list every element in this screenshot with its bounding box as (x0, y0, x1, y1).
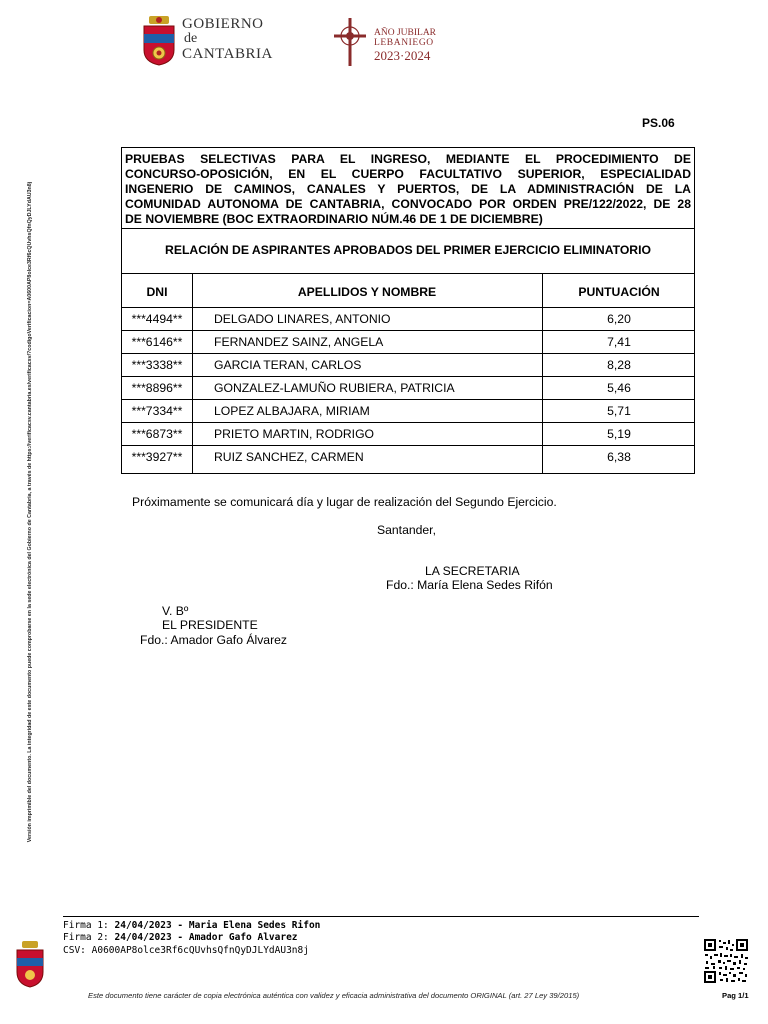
title-line: CONCURSO-OPOSICIÓN, EN EL CUERPO FACULTATIVO SUPERIOR, ESPECIALIDAD (125, 167, 691, 181)
cell-score: 5,19 (607, 427, 631, 441)
table-row (122, 330, 694, 353)
table-row (122, 376, 694, 399)
title-line: DE NOVIEMBRE (BOC EXTRAORDINARIO NÚM.46 DE 1 DE DICIEMBRE) (125, 212, 543, 226)
notice-text: Próximamente se comunicará día y lugar de realización del Segundo Ejercicio. (132, 495, 557, 509)
de-text: de (184, 31, 198, 46)
jubilar-text-1: AÑO JUBILAR (374, 28, 437, 38)
secretary-title: LA SECRETARIA (425, 564, 520, 578)
footer-divider (63, 916, 699, 917)
cell-dni: ***8896** (131, 381, 183, 395)
table-row (122, 353, 694, 376)
table-subtitle: RELACIÓN DE ASPIRANTES APROBADOS DEL PRIMER EJERCICIO ELIMINATORIO (165, 243, 651, 257)
gobierno-cantabria-logo (140, 14, 280, 66)
header-dni: DNI (146, 285, 168, 299)
header-name: APELLIDOS Y NOMBRE (297, 285, 437, 299)
header-score: PUNTUACIÓN (578, 285, 660, 299)
csv-label: CSV: (63, 945, 86, 956)
secretary-signature: Fdo.: María Elena Sedes Rifón (386, 578, 553, 592)
jubilar-cross-icon (330, 16, 370, 68)
cell-dni: ***3927** (131, 450, 183, 464)
cell-dni: ***6146** (131, 335, 183, 349)
table-row (122, 307, 694, 330)
document-title (125, 152, 691, 227)
president-title: EL PRESIDENTE (162, 618, 258, 632)
csv-code (63, 945, 309, 956)
qr-code-icon (703, 938, 749, 984)
cell-name: FERNANDEZ SAINZ, ANGELA (214, 335, 384, 349)
cantabria-shield-icon (140, 14, 180, 66)
gobierno-text: GOBIERNO (182, 16, 264, 32)
cell-name: LOPEZ ALBAJARA, MIRIAM (214, 404, 370, 418)
ano-jubilar-logo (330, 16, 480, 68)
title-line: PRUEBAS SELECTIVAS PARA EL INGRESO, MEDIANTE EL PROCEDIMIENTO DE (125, 152, 691, 166)
cell-score: 6,20 (607, 312, 631, 326)
cantabria-text: CANTABRIA (182, 46, 273, 62)
cell-score: 8,28 (607, 358, 631, 372)
firma-2 (63, 932, 298, 943)
president-signature: Fdo.: Amador Gafo Álvarez (140, 633, 287, 647)
table-row (122, 399, 694, 422)
title-line: COMUNIDAD AUTONOMA DE CANTABRIA, CONVOCADO POR ORDEN PRE/122/2022, DE 28 (125, 197, 691, 211)
cell-score: 5,46 (607, 381, 631, 395)
cell-dni: ***3338** (131, 358, 183, 372)
cell-dni: ***4494** (131, 312, 183, 326)
divider (122, 228, 694, 229)
jubilar-text-2: LEBANIEGO (374, 38, 434, 48)
visto-bueno: V. Bº (162, 604, 189, 618)
cell-dni: ***6873** (131, 427, 183, 441)
verification-side-text: Versión imprimible del documento. La integridad de este documento puede comprobarse en la sede electrónica del Gobierno de Cantabria, a través de https://verificacsv.cantabria.es/verificacsv/?codigoVerificacion=A0600AP8olce3Rf6cQUvhsQfnQyDJLYdAU3n8j (27, 181, 33, 843)
csv-value: A0600AP8olce3Rf6cQUvhsQfnQyDJLYdAU3n8j (91, 945, 309, 956)
cell-name: RUIZ SANCHEZ, CARMEN (214, 450, 364, 464)
firma-1 (63, 920, 320, 931)
cell-score: 6,38 (607, 450, 631, 464)
table-row (122, 445, 694, 468)
cell-name: GARCIA TERAN, CARLOS (214, 358, 362, 372)
results-table (121, 147, 695, 474)
title-line: INGENERIO DE CAMINOS, CANALES Y PUERTOS, DE LA ADMINISTRACIÓN DE LA (125, 182, 691, 196)
page-number: Pag 1/1 (722, 991, 749, 1000)
cell-name: GONZALEZ-LAMUÑO RUBIERA, PATRICIA (214, 381, 455, 395)
firma-2-value: 24/04/2023 - Amador Gafo Alvarez (114, 932, 298, 943)
document-code: PS.06 (642, 116, 675, 130)
cell-score: 7,41 (607, 335, 631, 349)
jubilar-years: 2023·2024 (374, 48, 431, 63)
footer-legal-note: Este documento tiene carácter de copia electrónica auténtica con validez y eficacia administrativa del documento ORIGINAL (art. 27 Ley 39/2015) (88, 991, 580, 1000)
cell-name: PRIETO MARTIN, RODRIGO (214, 427, 375, 441)
cell-name: DELGADO LINARES, ANTONIO (214, 312, 391, 326)
firma-1-label: Firma 1: (63, 920, 109, 931)
table-row (122, 422, 694, 445)
firma-1-value: 24/04/2023 - Maria Elena Sedes Rifon (114, 920, 321, 931)
place-text: Santander, (377, 523, 436, 537)
cell-score: 5,71 (607, 404, 631, 418)
cantabria-shield-small-icon (14, 940, 46, 988)
firma-2-label: Firma 2: (63, 932, 109, 943)
divider (122, 273, 694, 274)
cell-dni: ***7334** (131, 404, 183, 418)
